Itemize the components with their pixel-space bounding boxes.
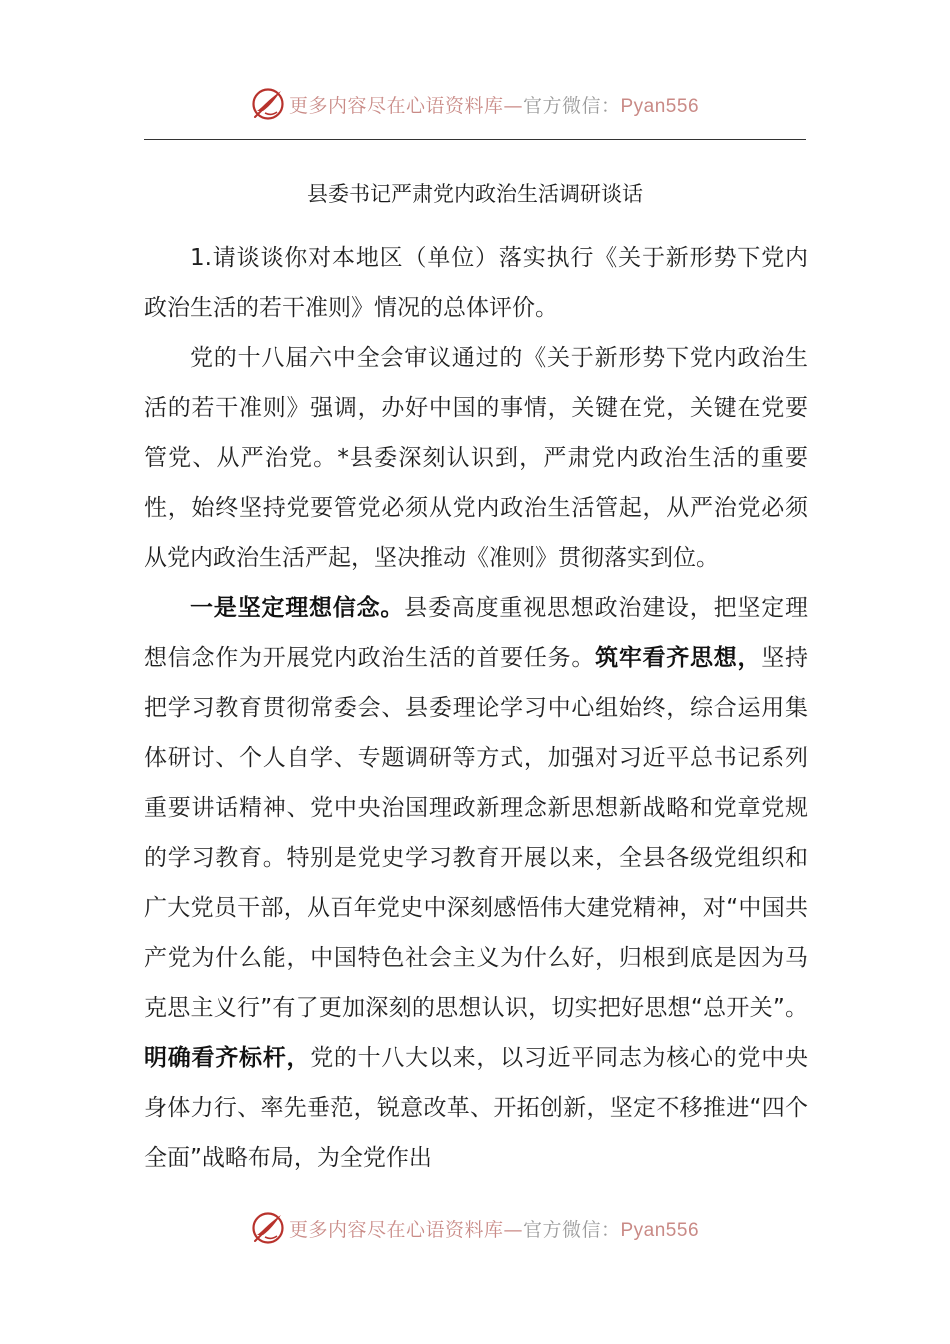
banner-separator: — [503, 94, 523, 117]
header-divider [144, 139, 806, 140]
banner-wechat-id: Pyan556 [620, 1219, 700, 1241]
banner-wechat-label: 官方微信： [522, 1218, 621, 1241]
bold-lead: 一是坚定理想信念。 [190, 595, 405, 621]
banner-wechat-label: 官方微信： [522, 94, 621, 117]
banner-wechat-id: Pyan556 [620, 95, 700, 117]
document-title: 县委书记严肃党内政治生活调研谈话 [307, 182, 643, 206]
bold-phrase-2: 筑牢看齐思想， [595, 645, 762, 671]
quill-pen-logo-icon [251, 1211, 285, 1245]
question-paragraph: 1.请谈谈你对本地区（单位）落实执行《关于新形势下党内政治生活的若干准则》情况的总体评价。 [144, 245, 808, 321]
paragraph-2-text-1: 县委高度重视思想政治建设，把坚定理想信念作为开展党内政治生活的首要任务。 [144, 595, 809, 671]
paragraph-2-text-2: 坚持把学习教育贯彻常委会、县委理论学习中心组始终，综合运用集体研讨、个人自学、专题调研等方式，加强对习近平总书记系列重要讲话精神、党中央治国理政新理念新思想新战略和党章党规的学习教育。特别是党史学习教育开展以来，全县各级党组织和广大党员干部，从百年党史中深刻感悟伟大建党精神，对“中国共产党为什么能，中国特色社会主义为什么好，归根到底是因为马克思主义行”有了更加深刻的思想认识，切实把好思想“总开关”。 [144, 645, 809, 1021]
header-banner [0, 84, 950, 124]
footer-banner-text [289, 1215, 699, 1242]
bold-phrase-3: 明确看齐标杆， [144, 1045, 311, 1071]
header-banner-text [289, 91, 699, 118]
quill-pen-logo-icon [251, 87, 285, 121]
banner-main-text: 更多内容尽在心语资料库 [288, 94, 504, 117]
paragraph-1: 党的十八届六中全会审议通过的《关于新形势下党内政治生活的若干准则》强调，办好中国的事情，关键在党，关键在党要管党、从严治党。*县委深刻认识到，严肃党内政治生活的重要性，始终坚持党要管党必须从党内政治生活管起，从严治党必须从党内政治生活严起，坚决推动《准则》贯彻落实到位。 [144, 345, 808, 571]
paragraph-2-text-3: 党的十八大以来，以习近平同志为核心的党中央身体力行、率先垂范，锐意改革、开拓创新，坚定不移推进“四个全面”战略布局，为全党作出 [144, 1045, 809, 1171]
banner-main-text: 更多内容尽在心语资料库 [288, 1218, 504, 1241]
document-body [144, 233, 808, 1183]
paragraph-2 [144, 583, 808, 1183]
banner-separator: — [503, 1218, 523, 1241]
footer-banner [0, 1208, 950, 1248]
